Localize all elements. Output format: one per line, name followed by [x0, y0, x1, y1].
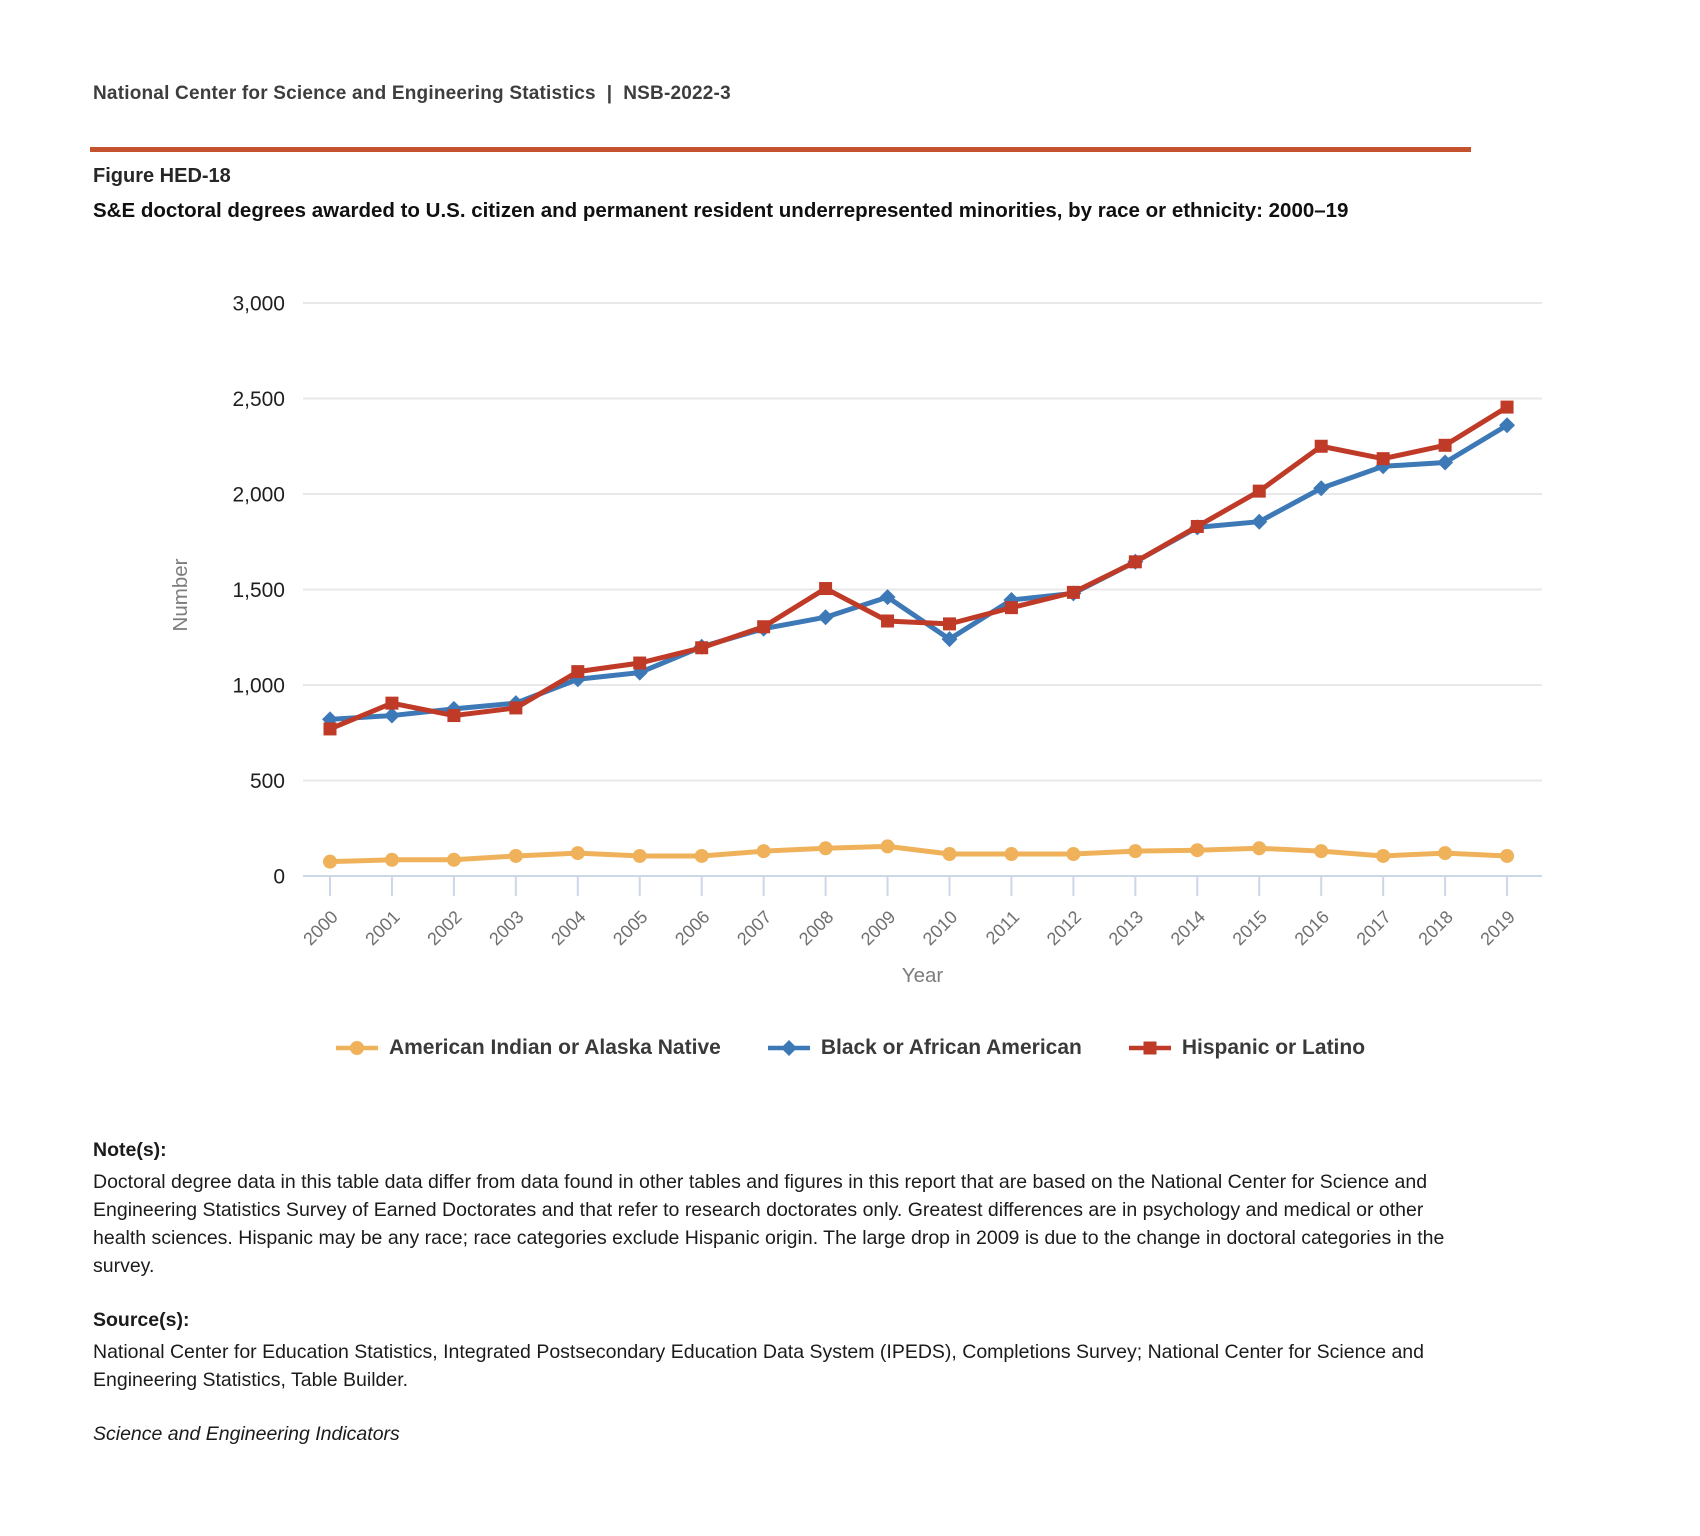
- x-tick-label: 2018: [1414, 906, 1457, 950]
- series-american-indian-or-alaska-native: [323, 839, 1514, 868]
- square-legend-marker-icon: [1128, 1037, 1172, 1059]
- series-hispanic-or-latino-marker[interactable]: [324, 722, 337, 735]
- series-american-indian-or-alaska-native-marker[interactable]: [1128, 844, 1142, 858]
- series-american-indian-or-alaska-native-marker[interactable]: [1500, 849, 1514, 863]
- x-tick-label: 2012: [1042, 906, 1086, 950]
- series-black-or-african-american: [322, 417, 1515, 727]
- series-american-indian-or-alaska-native-marker[interactable]: [633, 849, 647, 863]
- series-hispanic-or-latino-marker[interactable]: [757, 620, 770, 633]
- y-tick-label: 0: [273, 865, 285, 889]
- legend-marker[interactable]: [1143, 1042, 1156, 1055]
- x-tick-label: 2017: [1352, 906, 1395, 950]
- series-american-indian-or-alaska-native-marker[interactable]: [943, 847, 957, 861]
- notes-text: Doctoral degree data in this table data differ from data found in other tables and figures in this report that are based on the National Center for Science and Engineering Statistics Survey of Earned Doctorates and that refer to research doctorates only. Greatest differences are in psychology and medical or other health sciences. Hispanic may be any race; race categories exclude Hispanic origin. The large drop in 2009 is due to the change in doctoral categories in the survey.: [93, 1171, 1445, 1277]
- x-tick-label: 2007: [733, 906, 776, 950]
- sources-label: Source(s):: [93, 1309, 190, 1331]
- series-american-indian-or-alaska-native-marker[interactable]: [1252, 841, 1266, 855]
- series-american-indian-or-alaska-native-marker[interactable]: [1438, 846, 1452, 860]
- series-american-indian-or-alaska-native-marker[interactable]: [1190, 843, 1204, 857]
- series-american-indian-or-alaska-native-marker[interactable]: [447, 853, 461, 867]
- x-tick-label: 2013: [1104, 906, 1148, 950]
- series-hispanic-or-latino-marker[interactable]: [1129, 555, 1142, 568]
- x-tick-label: 2019: [1476, 906, 1519, 950]
- series-hispanic-or-latino-marker[interactable]: [1067, 586, 1080, 599]
- series-hispanic-or-latino-marker[interactable]: [1377, 452, 1390, 465]
- y-tick-label: 1,500: [232, 579, 285, 602]
- series-black-or-african-american-line: [330, 425, 1507, 719]
- x-tick-label: 2002: [423, 906, 466, 950]
- chart-legend: [0, 1036, 1700, 1060]
- series-hispanic-or-latino-marker[interactable]: [1501, 401, 1514, 414]
- series-american-indian-or-alaska-native-marker[interactable]: [385, 853, 399, 867]
- x-tick-label: 2010: [918, 906, 962, 950]
- series-hispanic-or-latino-line: [330, 407, 1507, 729]
- x-tick-label: 2011: [981, 906, 1024, 949]
- series-american-indian-or-alaska-native-marker[interactable]: [757, 844, 771, 858]
- y-tick-label: 2,500: [232, 388, 285, 411]
- series-black-or-african-american-marker[interactable]: [384, 708, 400, 724]
- report-header: National Center for Science and Engineering Statistics | NSB-2022-3: [93, 83, 731, 104]
- series-american-indian-or-alaska-native-marker[interactable]: [881, 839, 895, 853]
- series-hispanic-or-latino-marker[interactable]: [1315, 440, 1328, 453]
- x-tick-label: 2009: [856, 906, 900, 950]
- legend-item-black-or-african-american[interactable]: [767, 1036, 1082, 1060]
- x-tick-label: 2004: [547, 906, 590, 950]
- series-hispanic-or-latino-marker[interactable]: [509, 701, 522, 714]
- x-tick-label: 2005: [609, 906, 652, 950]
- legend-marker[interactable]: [781, 1040, 797, 1056]
- x-tick-label: 2014: [1166, 906, 1210, 950]
- figure-label: Figure HED-18: [93, 165, 231, 187]
- x-axis-title: Year: [901, 964, 944, 987]
- series-hispanic-or-latino-marker[interactable]: [881, 615, 894, 628]
- series-black-or-african-american-marker[interactable]: [818, 609, 834, 625]
- legend-label: American Indian or Alaska Native: [388, 1036, 721, 1059]
- series-american-indian-or-alaska-native-marker[interactable]: [1066, 847, 1080, 861]
- y-tick-label: 2,000: [232, 483, 285, 507]
- accent-rule: [90, 147, 1471, 152]
- y-tick-label: 1,000: [232, 674, 285, 698]
- series-hispanic-or-latino-marker[interactable]: [695, 641, 708, 654]
- indicators-line: Science and Engineering Indicators: [93, 1423, 400, 1445]
- series-american-indian-or-alaska-native-line: [330, 846, 1507, 861]
- series-american-indian-or-alaska-native-marker[interactable]: [1004, 847, 1018, 861]
- series-hispanic-or-latino-marker[interactable]: [819, 582, 832, 595]
- line-chart: [0, 250, 1700, 1020]
- x-tick-label: 2000: [299, 906, 342, 950]
- series-american-indian-or-alaska-native-marker[interactable]: [509, 849, 523, 863]
- series-hispanic-or-latino-marker[interactable]: [633, 657, 646, 670]
- x-tick-label: 2016: [1290, 906, 1334, 950]
- series-hispanic-or-latino-marker[interactable]: [385, 697, 398, 710]
- x-tick-label: 2001: [361, 906, 404, 950]
- series-american-indian-or-alaska-native-marker[interactable]: [323, 855, 337, 869]
- series-hispanic-or-latino-marker[interactable]: [1253, 485, 1266, 498]
- series-hispanic-or-latino-marker[interactable]: [447, 709, 460, 722]
- series-hispanic-or-latino-marker[interactable]: [1439, 439, 1452, 452]
- y-axis-title: Number: [169, 558, 192, 632]
- x-tick-label: 2015: [1228, 906, 1272, 950]
- series-hispanic-or-latino-marker[interactable]: [1191, 520, 1204, 533]
- legend-label: Black or African American: [820, 1036, 1082, 1059]
- y-tick-label: 500: [249, 770, 285, 793]
- series-american-indian-or-alaska-native-marker[interactable]: [1314, 844, 1328, 858]
- legend-item-american-indian-or-alaska-native[interactable]: [335, 1036, 721, 1060]
- series-hispanic-or-latino-marker[interactable]: [943, 617, 956, 630]
- series-hispanic-or-latino-marker[interactable]: [1005, 601, 1018, 614]
- series-hispanic-or-latino-marker[interactable]: [571, 665, 584, 678]
- series-american-indian-or-alaska-native-marker[interactable]: [571, 846, 585, 860]
- series-american-indian-or-alaska-native-marker[interactable]: [1376, 849, 1390, 863]
- y-tick-label: 3,000: [232, 292, 285, 316]
- legend-item-hispanic-or-latino[interactable]: [1128, 1036, 1365, 1060]
- chart-title: S&E doctoral degrees awarded to U.S. citizen and permanent resident underrepresented minorities, by race or ethnicity: 2000–19: [93, 199, 1349, 222]
- series-american-indian-or-alaska-native-marker[interactable]: [695, 849, 709, 863]
- legend-label: Hispanic or Latino: [1181, 1036, 1366, 1059]
- notes-block: [93, 1136, 1481, 1448]
- x-tick-label: 2008: [794, 906, 838, 950]
- sources-text: National Center for Education Statistics, Integrated Postsecondary Education Data System (IPEDS), Completions Survey; National Center for Science and Engineering Statistics, Table Builder.: [93, 1341, 1424, 1391]
- notes-label: Note(s):: [93, 1139, 167, 1161]
- series-american-indian-or-alaska-native-marker[interactable]: [819, 841, 833, 855]
- diamond-legend-marker-icon: [767, 1037, 811, 1059]
- circle-legend-marker-icon: [335, 1037, 379, 1059]
- x-tick-label: 2006: [671, 906, 714, 950]
- x-tick-label: 2003: [485, 906, 528, 950]
- legend-marker[interactable]: [350, 1041, 364, 1055]
